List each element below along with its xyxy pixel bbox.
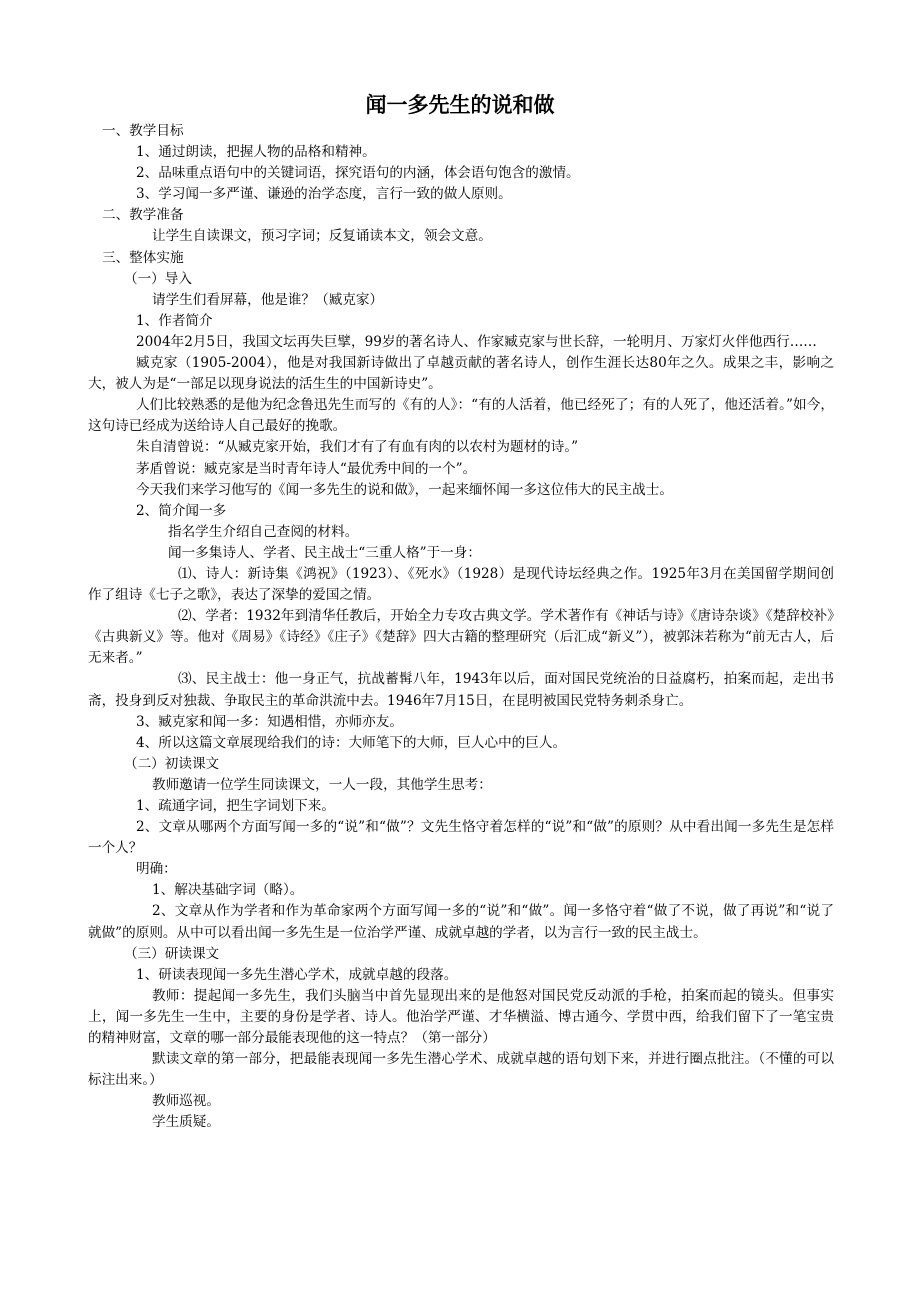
section-heading-objectives: 一、教学目标 (102, 123, 184, 139)
author-intro-paragraph-3: 人们比较熟悉的是他为纪念鲁迅先生而写的《有的人》：“有的人活着，他已经死了；有的人死了，他还活着。”如今，这句诗已经成为送给诗人自己最好的挽歌。 (88, 397, 834, 435)
student-questions: 学生质疑。 (152, 1114, 220, 1131)
wen-intro-fighter: ⑶、民主战士：他一身正气，抗战蓄髯八年，1943年以后，面对国民党统治的日益腐朽，拍案而起，走出书斋，投身到反对独裁、争取民主的革命洪流中去。1946年7月15日，在昆明被国民党特务刺杀身亡。 (88, 671, 834, 709)
answer-2: 2、文章从作为学者和作为革命家两个方面写闻一多的“说”和“做”。闻一多恪守着“做了不说，做了再说”和“说了就做”的原则。从中可以看出闻一多先生是一位治学严谨、成就卓越的学者，以为言行一致的民主战士。 (88, 903, 834, 941)
subsection-heading-first-reading: （二）初读课文 (124, 755, 220, 772)
author-intro-quote-mao: 茅盾曾说：臧克家是当时青年诗人“最优秀中间的一个”。 (136, 460, 477, 477)
teacher-patrol: 教师巡视。 (152, 1093, 220, 1110)
author-intro-paragraph-1: 2004年2月5日，我国文坛再失巨擘，99岁的著名诗人、作家臧克家与世长辞，一轮明月、万家灯火伴他西行…… (136, 333, 817, 350)
author-intro-heading: 1、作者简介 (136, 312, 213, 329)
objective-3: 3、学习闻一多严谨、谦逊的治学态度，言行一致的做人原则。 (136, 186, 512, 203)
document-body (88, 121, 834, 1134)
relationship-item: 3、臧克家和闻一多：知遇相惜，亦师亦友。 (136, 713, 403, 730)
wen-intro-poet: ⑴、诗人：新诗集《鸿祝》（1923）、《死水》（1928）是现代诗坛经典之作。1925年3月在美国留学期间创作了组诗《七子之歌》，表达了深挚的爱国之情。 (88, 565, 834, 604)
preparation-text: 让学生自读课文，预习字词；反复诵读本文，领会文意。 (152, 228, 492, 245)
first-reading-question-2: 2、文章从哪两个方面写闻一多的“说”和“做”？文先生恪守着怎样的“说”和“做”的原则？从中看出闻一多先生是怎样一个人？ (88, 819, 834, 857)
wen-intro-scholar: ⑵、学者：1932年到清华任教后，开始全力专攻古典文学。学术著作有《神话与诗》《唐诗杂谈》《楚辞校补》《古典新义》等。他对《周易》《诗经》《庄子》《楚辞》四大古籍的整理研究（后汇成“新义”），被郭沫若称为“前无古人，后无来者。” (88, 608, 834, 667)
answer-label: 明确： (136, 861, 177, 878)
wen-intro-heading: 2、简介闻一多 (136, 502, 227, 519)
first-reading-question-1: 1、疏通字词，把生字词划下来。 (136, 798, 335, 814)
wen-intro-summary: 闻一多集诗人、学者、民主战士“三重人格”于一身： (168, 544, 481, 561)
author-intro-paragraph-2: 臧克家（1905-2004），他是对我国新诗做出了卓越贡献的著名诗人，创作生涯长达80年之久。成果之丰，影响之大，被人为是“一部足以现身说法的活生生的中国新诗史”。 (88, 355, 834, 393)
silent-reading-task: 默读文章的第一部分，把最能表现闻一多先生潜心学术、成就卓越的语句划下来，并进行圈点批注。（不懂的可以标注出来。） (88, 1051, 834, 1089)
subsection-heading-study: （三）研读课文 (124, 945, 220, 962)
subsection-heading-intro: （一）导入 (124, 270, 192, 287)
author-intro-quote-zhu: 朱自清曾说：“从臧克家开始，我们才有了有血有肉的以农村为题材的诗。” (136, 439, 579, 456)
teacher-statement: 教师：提起闻一多先生，我们头脑当中首先显现出来的是他怒对国民党反动派的手枪，拍案而起的镜头。但事实上，闻一多先生一生中，主要的身份是学者、诗人。他治学严谨、才华横溢、博古通今、学贯中西，给我们留下了一笔宝贵的精神财富，文章的哪一部分最能表现他的这一特点？（第一部分） (88, 987, 834, 1047)
study-heading-1: 1、研读表现闻一多先生潜心学术，成就卓越的段落。 (136, 966, 458, 983)
objective-1: 1、通过朗读，把握人物的品格和精神。 (136, 144, 376, 161)
first-reading-instruction: 教师邀请一位学生同读课文，一人一段，其他学生思考： (152, 776, 492, 793)
document-title: 闻一多先生的说和做 (365, 93, 555, 117)
article-theme-item: 4、所以这篇文章展现给我们的诗：大师笔下的大师，巨人心中的巨人。 (136, 734, 567, 751)
wen-intro-instruction: 指名学生介绍自己查阅的材料。 (168, 523, 359, 540)
intro-question: 请学生们看屏幕，他是谁？（臧克家） (152, 291, 384, 308)
answer-1: 1、解决基础字词（略）。 (152, 882, 304, 899)
objective-2: 2、品味重点语句中的关键词语，探究语句的内涵，体会语句饱含的激情。 (136, 165, 580, 182)
author-intro-today: 今天我们来学习他写的《闻一多先生的说和做》，一起来缅怀闻一多这位伟大的民主战士。 (136, 481, 673, 498)
section-heading-implementation: 三、整体实施 (102, 249, 184, 266)
section-heading-preparation: 二、教学准备 (102, 207, 184, 224)
